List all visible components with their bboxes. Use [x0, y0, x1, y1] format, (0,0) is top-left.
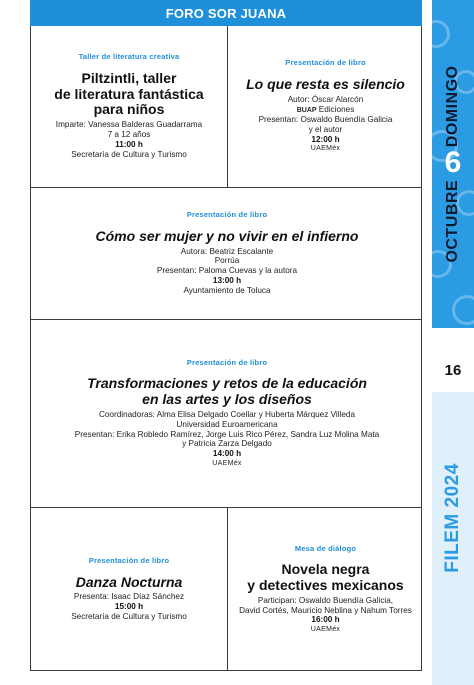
event-title-line: para niños [93, 101, 165, 118]
publisher-line [297, 105, 355, 115]
event-detail: y Patricia Zarza Delgado [182, 439, 272, 449]
event-time: 16:00 h [311, 615, 340, 625]
event-time: 14:00 h [212, 449, 242, 459]
event-card-como-ser-mujer [31, 188, 423, 319]
event-detail: Autora: Beatriz Escalante [180, 246, 274, 256]
page-number: 16 [444, 362, 462, 379]
publisher-name: Ediciones [316, 104, 355, 114]
event-category: Presentación de libro [186, 357, 268, 367]
event-category: Presentación de libro [88, 556, 170, 566]
event-detail: Autor: Óscar Alarcón [287, 94, 364, 104]
event-time: 15:00 h [114, 602, 144, 612]
event-title-line: Transformaciones y retos de la educación [87, 375, 367, 392]
event-title-line: Lo que resta es silencio [246, 76, 405, 93]
venue-title: FORO SOR JUANA [165, 5, 287, 21]
event-title-line: y detectives mexicanos [247, 577, 404, 593]
event-venue: UAEMéx [310, 626, 341, 634]
event-detail: Presenta: Isaac Díaz Sánchez [73, 592, 185, 602]
event-venue: Secretaría de Cultura y Turismo [71, 149, 187, 159]
event-detail: Presentan: Paloma Cuevas y la autora [156, 266, 298, 276]
event-title [54, 71, 203, 118]
event-venue: UAEMéx [212, 460, 242, 468]
event-time: 12:00 h [311, 134, 340, 144]
event-title-line: Cómo ser mujer y no vivir en el infierno [95, 227, 359, 244]
event-detail: Participan: Oswaldo Buendía Galicia, [257, 595, 394, 605]
event-title-line: Novela negra [281, 561, 370, 578]
weekday-label: DOMINGO [444, 65, 461, 148]
event-title-line: en las artes y los diseños [142, 391, 312, 408]
date-sidebar [432, 0, 474, 328]
event-title [87, 376, 367, 407]
event-card-transformaciones [31, 320, 423, 507]
month-label: OCTUBRE [444, 179, 461, 263]
decorative-swirl [432, 20, 450, 48]
buap-logo: BUAP [296, 106, 317, 114]
day-number: 6 [444, 146, 462, 180]
event-card-lo-que-resta [228, 26, 423, 187]
event-venue: Secretaría de Cultura y Turismo [71, 612, 187, 622]
event-title [76, 575, 183, 591]
event-title [246, 77, 405, 93]
event-category: Mesa de diálogo [294, 543, 357, 553]
event-detail: y el autor [308, 124, 343, 134]
event-title-line: de literatura fantástica [54, 85, 204, 102]
event-detail: Presentan: Erika Robledo Ramírez, Jorge Luis Rico Pérez, Sandra Luz Molina Mata [74, 429, 380, 439]
event-title [96, 229, 359, 245]
event-detail: Presentan: Oswaldo Buendía Galicia [258, 114, 393, 124]
event-category: Presentación de libro [186, 210, 268, 220]
event-brand-strip [432, 392, 474, 685]
event-detail: 7 a 12 años [107, 129, 151, 139]
event-detail: Universidad Euroamericana [176, 419, 278, 429]
event-card-taller-piltzintli [31, 26, 227, 187]
event-title-line: Piltzintli, taller [81, 70, 177, 87]
decorative-swirl [452, 295, 474, 325]
event-title [247, 562, 403, 593]
event-card-danza-nocturna [31, 508, 227, 671]
event-detail: Porrúa [214, 256, 240, 266]
event-detail: Imparte: Vanessa Balderas Guadarrama [55, 120, 203, 130]
event-time: 11:00 h [115, 139, 143, 149]
event-title-line: Danza Nocturna [75, 573, 183, 590]
event-venue: Ayuntamiento de Toluca [183, 285, 271, 295]
event-category: Taller de literatura creativa [78, 52, 180, 62]
event-detail: Coordinadoras: Alma Elisa Delgado Coellar y Huberta Márquez Villeda [98, 409, 356, 419]
event-time: 13:00 h [212, 276, 242, 286]
event-detail: David Cortés, Mauricio Neblina y Nahum Torres [239, 605, 412, 615]
event-brand-label: FILEM 2024 [442, 463, 463, 573]
event-card-novela-negra [228, 508, 423, 671]
venue-header [30, 0, 422, 26]
event-venue: UAEMéx [310, 145, 341, 153]
date-label [436, 65, 470, 262]
program-grid [30, 26, 422, 671]
event-category: Presentación de libro [285, 58, 366, 68]
